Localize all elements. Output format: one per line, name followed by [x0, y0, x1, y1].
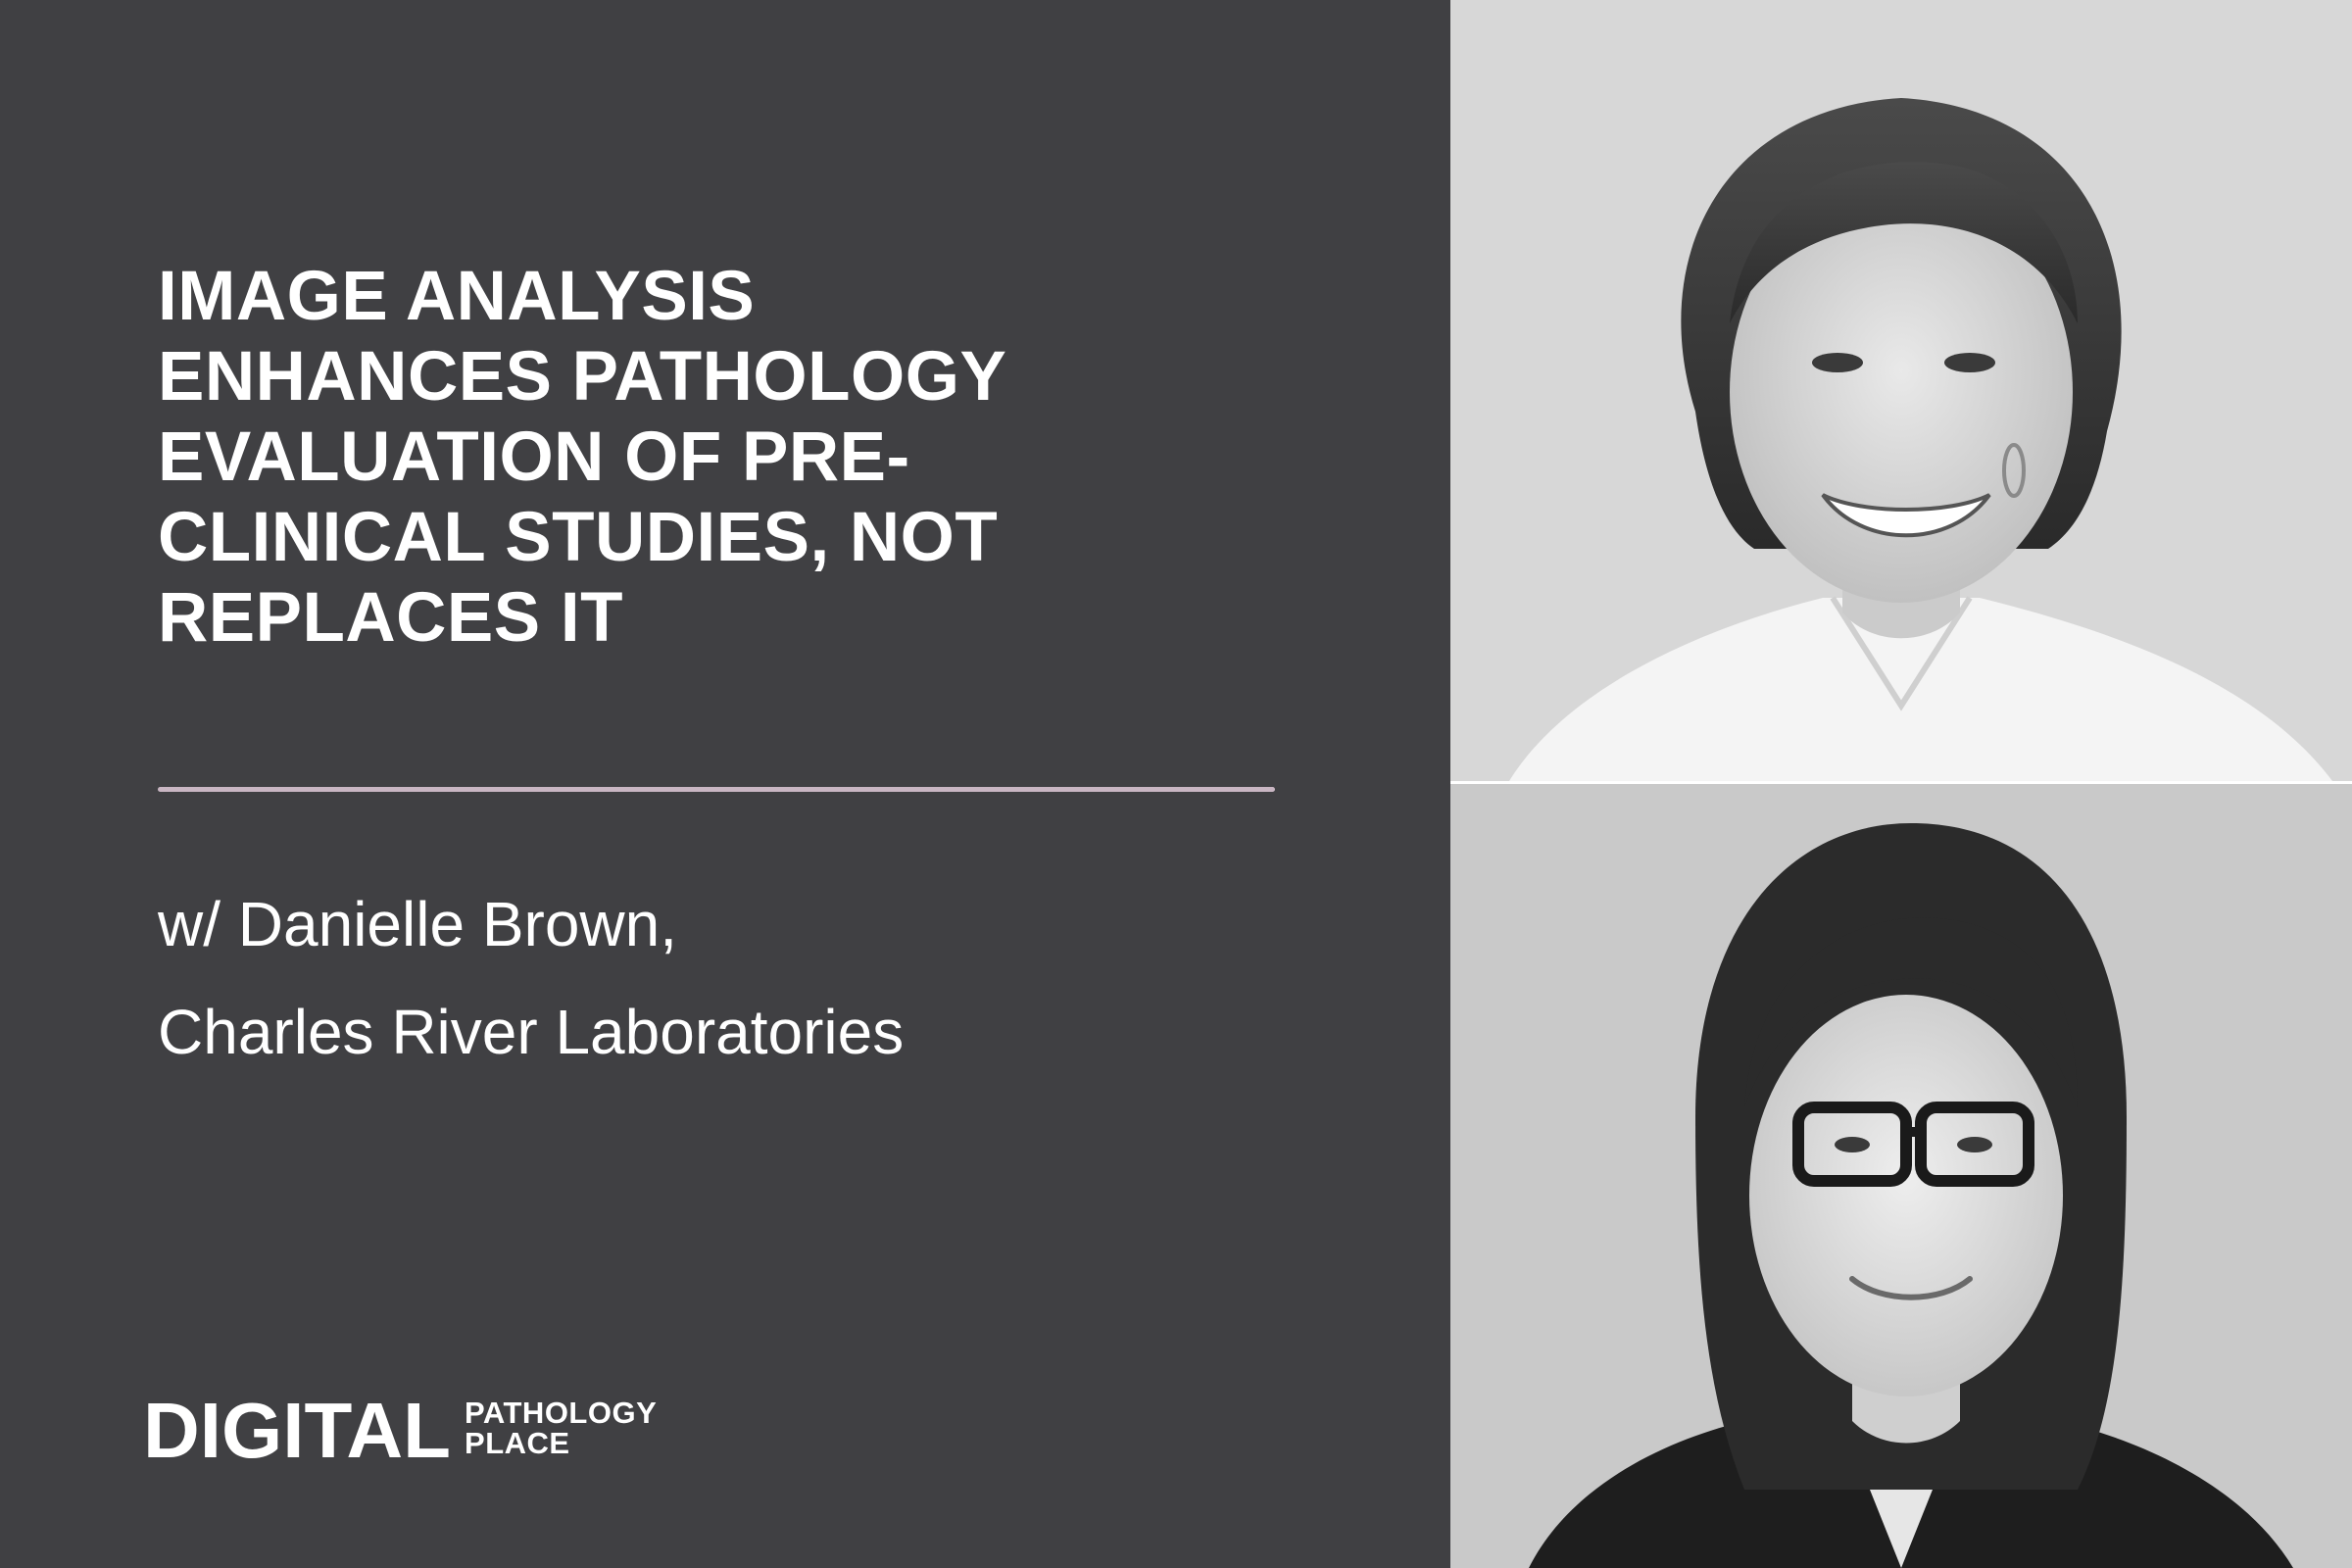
title-line: EVALUATION OF PRE-: [158, 418, 910, 496]
portrait-woman-glasses-icon: [1450, 784, 2352, 1568]
title-divider: [158, 787, 1275, 792]
logo-sub-text: [465, 1397, 657, 1464]
title-line: ENHANCES PATHOLOGY: [158, 338, 1007, 416]
episode-title: [158, 257, 1285, 659]
title-line: CLINICAL STUDIES, NOT: [158, 499, 999, 576]
guest-organization: Charles River Laboratories: [158, 997, 905, 1067]
portrait-woman-smiling-icon: [1450, 0, 2352, 781]
logo-sub-line: PATHOLOGY: [465, 1396, 658, 1430]
right-panel: [1450, 0, 2352, 1568]
guest-credit: [158, 870, 904, 1086]
logo-sub-line: PLACE: [465, 1426, 570, 1460]
title-line: IMAGE ANALYSIS: [158, 258, 756, 335]
guest-photo-bottom: [1450, 784, 2352, 1568]
title-line: REPLACES IT: [158, 579, 623, 657]
digital-pathology-place-logo: [143, 1387, 658, 1474]
guest-name: w/ Danielle Brown,: [158, 889, 677, 959]
logo-main-text: DIGITAL: [143, 1387, 452, 1474]
guest-photo-top: [1450, 0, 2352, 781]
